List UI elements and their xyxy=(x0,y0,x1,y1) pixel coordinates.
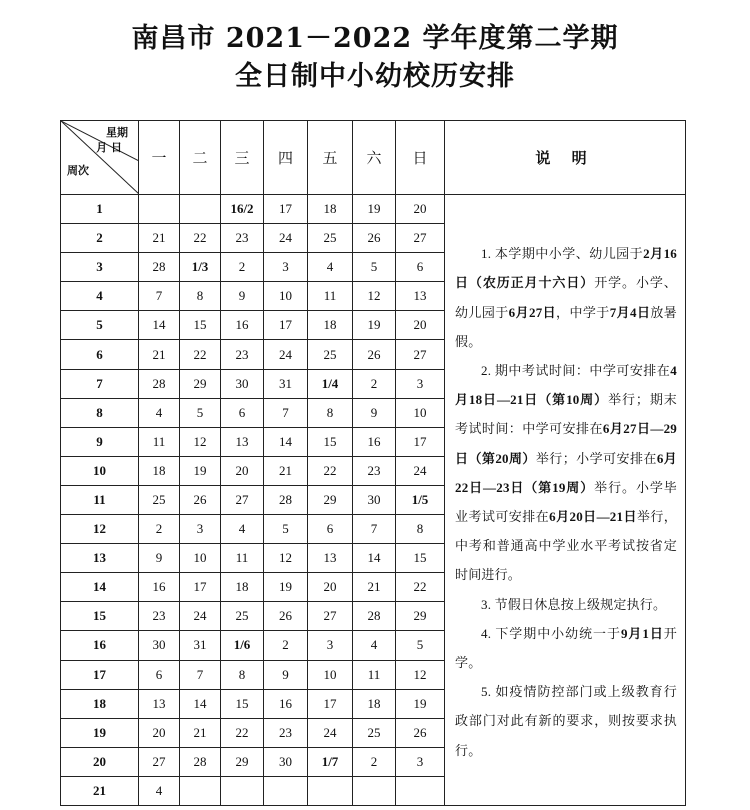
date-cell: 15 xyxy=(221,689,264,718)
date-cell xyxy=(396,776,445,805)
date-cell: 26 xyxy=(353,224,396,253)
date-cell: 28 xyxy=(139,253,180,282)
date-cell: 23 xyxy=(139,602,180,631)
notes-cell xyxy=(445,195,686,806)
note-text: ，中学于 xyxy=(556,304,610,320)
date-cell: 7 xyxy=(353,515,396,544)
day-header-mon: 一 xyxy=(139,121,180,195)
date-cell: 26 xyxy=(353,340,396,369)
date-cell: 9 xyxy=(221,282,264,311)
date-cell: 20 xyxy=(396,311,445,340)
week-number-cell: 12 xyxy=(61,515,139,544)
date-cell: 17 xyxy=(308,689,353,718)
date-cell: 24 xyxy=(308,718,353,747)
date-cell: 4 xyxy=(353,631,396,660)
date-cell: 5 xyxy=(180,398,221,427)
note-text: 举行；小学可安排在 xyxy=(535,450,657,466)
corner-week-no-label: 周次 xyxy=(67,164,89,177)
date-cell: 27 xyxy=(308,602,353,631)
date-cell xyxy=(308,776,353,805)
note-5: 5. 如疫情防控部门或上级教育行政部门对此有新的要求，则按要求执行。 xyxy=(455,684,677,758)
date-cell: 13 xyxy=(396,282,445,311)
date-cell: 15 xyxy=(180,311,221,340)
week-number-cell: 8 xyxy=(61,398,139,427)
date-cell: 23 xyxy=(221,224,264,253)
date-cell: 7 xyxy=(180,660,221,689)
date-cell: 8 xyxy=(180,282,221,311)
date-cell: 26 xyxy=(180,485,221,514)
date-cell: 16 xyxy=(353,427,396,456)
note-text: 开学。小学、幼儿园于 xyxy=(455,275,677,320)
week-number-cell: 6 xyxy=(61,340,139,369)
date-cell: 17 xyxy=(180,573,221,602)
week-number-cell: 2 xyxy=(61,224,139,253)
note-4 xyxy=(455,619,677,677)
date-cell: 14 xyxy=(139,311,180,340)
date-cell: 20 xyxy=(396,195,445,224)
date-cell: 3 xyxy=(396,747,445,776)
note-emphasis: 4月18日—21日（第10周） xyxy=(455,362,677,408)
date-cell: 3 xyxy=(308,631,353,660)
date-cell xyxy=(221,776,264,805)
date-cell: 5 xyxy=(353,253,396,282)
date-cell: 5 xyxy=(264,515,308,544)
date-cell: 4 xyxy=(221,515,264,544)
note-text: 4. 下学期中小幼统一于 xyxy=(481,625,621,641)
date-cell: 29 xyxy=(180,369,221,398)
date-cell: 3 xyxy=(264,253,308,282)
date-cell: 20 xyxy=(221,456,264,485)
date-cell: 24 xyxy=(264,224,308,253)
date-cell: 28 xyxy=(180,747,221,776)
week-number-cell: 17 xyxy=(61,660,139,689)
corner-week-label: 星期 xyxy=(106,126,128,139)
date-cell: 15 xyxy=(308,427,353,456)
date-cell: 16 xyxy=(264,689,308,718)
date-cell: 20 xyxy=(139,718,180,747)
date-cell: 28 xyxy=(353,602,396,631)
date-cell: 18 xyxy=(353,689,396,718)
date-cell: 3 xyxy=(180,515,221,544)
title-line-2: 全日制中小幼校历安排 xyxy=(235,61,515,92)
date-cell: 2 xyxy=(139,515,180,544)
date-cell: 6 xyxy=(221,398,264,427)
day-header-wed: 三 xyxy=(221,121,264,195)
day-header-sun: 日 xyxy=(396,121,445,195)
date-cell: 2 xyxy=(353,369,396,398)
date-cell: 2 xyxy=(264,631,308,660)
date-cell: 4 xyxy=(139,398,180,427)
corner-month-day-label: 月 日 xyxy=(96,141,122,154)
date-cell: 12 xyxy=(396,660,445,689)
note-emphasis: 6月27日—29日（第20周） xyxy=(455,421,677,466)
date-cell: 24 xyxy=(264,340,308,369)
note-text: 开学。 xyxy=(455,625,677,670)
date-cell: 22 xyxy=(308,456,353,485)
date-cell: 30 xyxy=(139,631,180,660)
note-text: 举行。小学毕业考试可安排在 xyxy=(455,479,677,524)
date-cell: 21 xyxy=(353,573,396,602)
week-number-cell: 5 xyxy=(61,311,139,340)
date-cell: 31 xyxy=(180,631,221,660)
date-cell: 23 xyxy=(353,456,396,485)
date-cell: 29 xyxy=(308,485,353,514)
week-number-cell: 11 xyxy=(61,485,139,514)
date-cell: 10 xyxy=(180,544,221,573)
date-cell: 6 xyxy=(139,660,180,689)
note-emphasis: 9月1日 xyxy=(620,625,664,641)
date-cell: 3 xyxy=(396,369,445,398)
date-cell: 14 xyxy=(264,427,308,456)
date-cell: 12 xyxy=(353,282,396,311)
date-cell: 21 xyxy=(264,456,308,485)
date-cell: 31 xyxy=(264,369,308,398)
date-cell: 26 xyxy=(264,602,308,631)
date-cell xyxy=(353,776,396,805)
date-cell: 29 xyxy=(396,602,445,631)
date-cell: 10 xyxy=(264,282,308,311)
week-number-cell: 19 xyxy=(61,718,139,747)
week-number-cell: 4 xyxy=(61,282,139,311)
note-3: 3. 节假日休息按上级规定执行。 xyxy=(481,596,667,612)
date-cell: 21 xyxy=(139,224,180,253)
date-cell: 22 xyxy=(180,340,221,369)
date-cell: 9 xyxy=(353,398,396,427)
date-cell: 10 xyxy=(308,660,353,689)
date-cell: 11 xyxy=(139,427,180,456)
date-cell: 5 xyxy=(396,631,445,660)
day-header-thu: 四 xyxy=(264,121,308,195)
date-cell: 17 xyxy=(396,427,445,456)
date-cell: 22 xyxy=(180,224,221,253)
date-cell: 20 xyxy=(308,573,353,602)
date-cell: 22 xyxy=(221,718,264,747)
date-cell: 27 xyxy=(396,340,445,369)
date-cell: 17 xyxy=(264,195,308,224)
date-cell: 16 xyxy=(139,573,180,602)
note-emphasis: 7月4日 xyxy=(609,304,651,320)
date-cell: 2 xyxy=(221,253,264,282)
date-cell: 26 xyxy=(396,718,445,747)
date-cell: 7 xyxy=(139,282,180,311)
date-cell: 8 xyxy=(396,515,445,544)
date-cell xyxy=(180,776,221,805)
day-header-fri: 五 xyxy=(308,121,353,195)
date-cell: 13 xyxy=(221,427,264,456)
date-cell: 19 xyxy=(396,689,445,718)
week-number-cell: 13 xyxy=(61,544,139,573)
date-cell: 27 xyxy=(221,485,264,514)
date-cell: 30 xyxy=(353,485,396,514)
date-cell: 25 xyxy=(308,340,353,369)
date-cell: 30 xyxy=(264,747,308,776)
description-header: 说 明 xyxy=(445,121,686,195)
week-number-cell: 20 xyxy=(61,747,139,776)
date-cell: 1/6 xyxy=(221,631,264,660)
date-cell: 8 xyxy=(221,660,264,689)
date-cell: 11 xyxy=(221,544,264,573)
week-number-cell: 15 xyxy=(61,602,139,631)
date-cell: 17 xyxy=(264,311,308,340)
date-cell: 14 xyxy=(180,689,221,718)
note-emphasis: 2月16日（农历正月十六日） xyxy=(455,246,677,291)
date-cell: 18 xyxy=(308,311,353,340)
date-cell: 18 xyxy=(308,195,353,224)
date-cell: 4 xyxy=(308,253,353,282)
date-cell xyxy=(139,195,180,224)
date-cell: 10 xyxy=(396,398,445,427)
date-cell: 22 xyxy=(396,573,445,602)
date-cell: 9 xyxy=(264,660,308,689)
note-text: 1. 本学期中小学、幼儿园于 xyxy=(481,246,644,262)
date-cell: 18 xyxy=(221,573,264,602)
date-cell: 27 xyxy=(139,747,180,776)
note-text: 2. 期中考试时间：中学可安排在 xyxy=(481,362,671,378)
date-cell: 24 xyxy=(180,602,221,631)
week-number-cell: 16 xyxy=(61,631,139,660)
header-row xyxy=(61,121,686,195)
school-calendar-table xyxy=(60,120,686,806)
date-cell: 25 xyxy=(139,485,180,514)
date-cell: 25 xyxy=(353,718,396,747)
title-line-1: 南昌市 2021－2022 学年度第二学期 xyxy=(131,23,619,54)
date-cell: 1/4 xyxy=(308,369,353,398)
date-cell xyxy=(180,195,221,224)
date-cell: 19 xyxy=(180,456,221,485)
note-1 xyxy=(455,239,677,356)
date-cell: 25 xyxy=(308,224,353,253)
week-number-cell: 18 xyxy=(61,689,139,718)
date-cell: 11 xyxy=(353,660,396,689)
date-cell: 28 xyxy=(264,485,308,514)
date-cell: 14 xyxy=(353,544,396,573)
date-cell: 21 xyxy=(180,718,221,747)
note-text: 举行，中考和普通高中学业水平考试按省定时间进行。 xyxy=(455,508,677,583)
date-cell: 8 xyxy=(308,398,353,427)
week-number-cell: 1 xyxy=(61,195,139,224)
note-text: 举行；期末考试时间：中学可安排在 xyxy=(455,392,677,437)
date-cell: 13 xyxy=(308,544,353,573)
note-emphasis: 6月27日 xyxy=(508,304,557,320)
date-cell: 12 xyxy=(264,544,308,573)
date-cell: 30 xyxy=(221,369,264,398)
date-cell: 21 xyxy=(139,340,180,369)
day-header-tue: 二 xyxy=(180,121,221,195)
date-cell: 12 xyxy=(180,427,221,456)
date-cell: 13 xyxy=(139,689,180,718)
date-cell: 1/3 xyxy=(180,253,221,282)
date-cell: 19 xyxy=(353,195,396,224)
date-cell: 2 xyxy=(353,747,396,776)
date-cell: 28 xyxy=(139,369,180,398)
note-emphasis: 6月22日—23日（第19周） xyxy=(455,450,677,495)
table-row xyxy=(61,195,686,224)
date-cell: 6 xyxy=(308,515,353,544)
date-cell: 23 xyxy=(221,340,264,369)
date-cell: 1/7 xyxy=(308,747,353,776)
date-cell: 16 xyxy=(221,311,264,340)
day-header-sat: 六 xyxy=(353,121,396,195)
date-cell: 4 xyxy=(139,776,180,805)
date-cell: 23 xyxy=(264,718,308,747)
date-cell: 1/5 xyxy=(396,485,445,514)
date-cell: 27 xyxy=(396,224,445,253)
date-cell: 24 xyxy=(396,456,445,485)
note-emphasis: 6月20日—21日 xyxy=(549,508,637,524)
week-number-cell: 21 xyxy=(61,776,139,805)
week-number-cell: 9 xyxy=(61,427,139,456)
date-cell: 9 xyxy=(139,544,180,573)
week-number-cell: 14 xyxy=(61,573,139,602)
date-cell: 18 xyxy=(139,456,180,485)
week-number-cell: 7 xyxy=(61,369,139,398)
date-cell: 11 xyxy=(308,282,353,311)
date-cell xyxy=(264,776,308,805)
date-cell: 29 xyxy=(221,747,264,776)
week-number-cell: 3 xyxy=(61,253,139,282)
week-number-cell: 10 xyxy=(61,456,139,485)
date-cell: 15 xyxy=(396,544,445,573)
date-cell: 19 xyxy=(353,311,396,340)
note-text: 放暑假。 xyxy=(455,304,677,349)
date-cell: 7 xyxy=(264,398,308,427)
date-cell: 16/2 xyxy=(221,195,264,224)
corner-header-cell xyxy=(61,121,139,195)
note-2 xyxy=(455,356,677,590)
date-cell: 6 xyxy=(396,253,445,282)
date-cell: 19 xyxy=(264,573,308,602)
date-cell: 25 xyxy=(221,602,264,631)
